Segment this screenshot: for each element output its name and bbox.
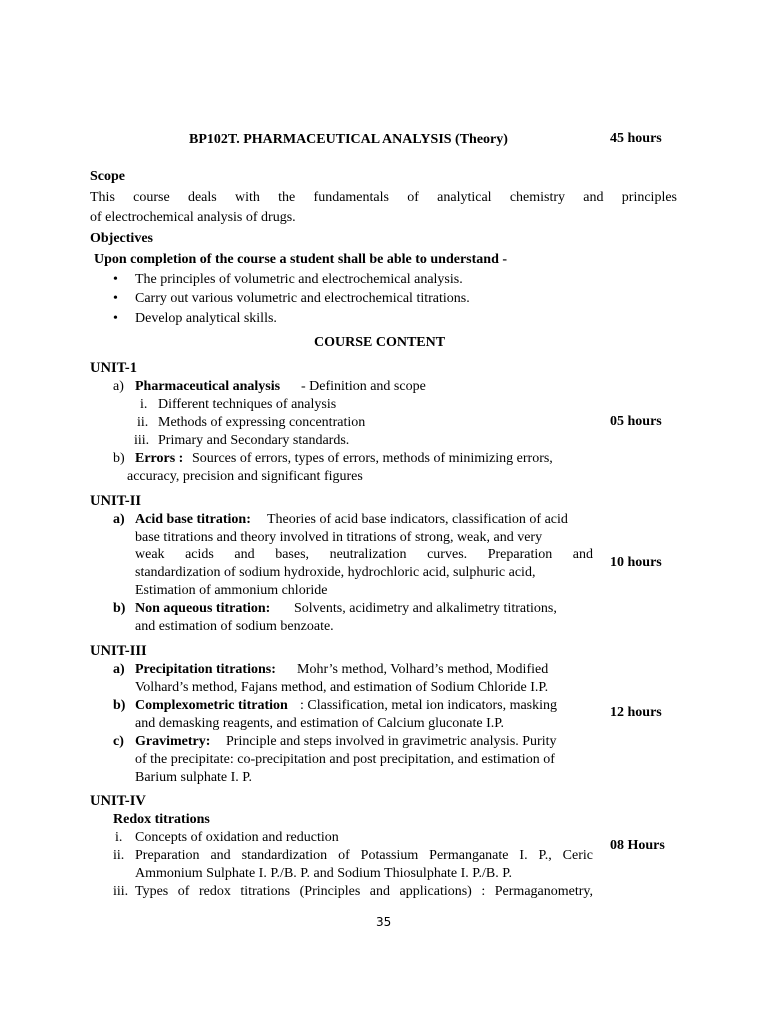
unit3-b-line2: and demasking reagents, and estimation of Calcium gluconate I.P. xyxy=(135,716,504,731)
unit1-b-bold: Errors : xyxy=(135,451,184,466)
total-hours: 45 hours xyxy=(610,131,662,146)
unit2-a-line4: standardization of sodium hydroxide, hydrochloric acid, sulphuric acid, xyxy=(135,565,536,580)
unit3-a-label: a) xyxy=(113,662,125,677)
unit4-iii-line1: Types of redox titrations (Principles and applications) : Permaganometry, xyxy=(135,884,593,899)
unit1-title: UNIT-1 xyxy=(90,360,138,376)
unit3-c-bold: Gravimetry: xyxy=(135,734,211,749)
unit4-ii-line2: Ammonium Sulphate I. P./B. P. and Sodium Thiosulphate I. P./B. P. xyxy=(135,866,513,881)
objectives-heading: Objectives xyxy=(90,231,153,246)
unit2-a-line3: weak acids and bases, neutralization curves. Preparation and xyxy=(135,547,593,562)
page-number: 35 xyxy=(376,915,392,929)
unit2-b-bold: Non aqueous titration: xyxy=(135,601,271,616)
scope-text-line2: of electrochemical analysis of drugs. xyxy=(90,210,296,225)
objective-bullet-3: • Develop analytical skills. xyxy=(135,310,277,328)
unit1-b-rest2: accuracy, precision and significant figures xyxy=(127,469,363,484)
unit4-hours: 08 Hours xyxy=(610,838,665,853)
unit4-i-text: Concepts of oxidation and reduction xyxy=(135,830,339,845)
unit2-a-label: a) xyxy=(113,512,125,527)
objective-bullet-1: • The principles of volumetric and electrochemical analysis. xyxy=(135,271,463,289)
unit1-sub-iii-text: Primary and Secondary standards. xyxy=(158,433,350,448)
unit1-hours: 05 hours xyxy=(610,414,662,429)
unit4-ii-num: ii. xyxy=(113,848,125,863)
unit2-a-line1: Theories of acid base indicators, classification of acid xyxy=(267,512,568,527)
unit2-b-label: b) xyxy=(113,601,126,616)
unit2-a-bold: Acid base titration: xyxy=(135,512,251,527)
unit3-a-line2: Volhard’s method, Fajans method, and estimation of Sodium Chloride I.P. xyxy=(135,680,549,695)
course-title: BP102T. PHARMACEUTICAL ANALYSIS (Theory) xyxy=(189,132,508,147)
unit3-b-line1: : Classification, metal ion indicators, masking xyxy=(300,698,558,713)
unit1-sub-i-num: i. xyxy=(140,397,148,412)
scope-heading: Scope xyxy=(90,169,125,184)
unit1-sub-i-text: Different techniques of analysis xyxy=(158,397,337,412)
unit3-title: UNIT-III xyxy=(90,643,147,659)
unit1-a-rest: - Definition and scope xyxy=(301,379,426,394)
unit3-c-line3: Barium sulphate I. P. xyxy=(135,770,253,785)
unit3-c-line1: Principle and steps involved in gravimetric analysis. Purity xyxy=(226,734,557,749)
unit2-a-line5: Estimation of ammonium chloride xyxy=(135,583,328,598)
unit1-a-label: a) xyxy=(113,379,124,394)
unit1-b-rest1: Sources of errors, types of errors, methods of minimizing errors, xyxy=(192,451,553,466)
objectives-lead: Upon completion of the course a student shall be able to understand - xyxy=(94,252,508,267)
unit2-title: UNIT-II xyxy=(90,493,142,509)
unit2-b-line2: and estimation of sodium benzoate. xyxy=(135,619,334,634)
unit4-i-num: i. xyxy=(115,830,123,845)
unit1-sub-iii-num: iii. xyxy=(134,433,150,448)
unit3-c-label: c) xyxy=(113,734,124,749)
unit4-sub-heading: Redox titrations xyxy=(113,812,210,827)
unit2-a-line2: base titrations and theory involved in titrations of strong, weak, and very xyxy=(135,530,543,545)
unit3-b-label: b) xyxy=(113,698,126,713)
unit3-c-line2: of the precipitate: co-precipitation and post precipitation, and estimation of xyxy=(135,752,555,767)
objective-bullet-2: • Carry out various volumetric and electrochemical titrations. xyxy=(135,290,470,308)
unit1-a-bold: Pharmaceutical analysis xyxy=(135,379,281,394)
unit3-b-bold: Complexometric titration xyxy=(135,698,288,713)
unit2-hours: 10 hours xyxy=(610,555,662,570)
unit1-sub-ii-text: Methods of expressing concentration xyxy=(158,415,366,430)
unit3-hours: 12 hours xyxy=(610,705,662,720)
unit2-b-line1: Solvents, acidimetry and alkalimetry titrations, xyxy=(294,601,557,616)
scope-text-line1: This course deals with the fundamentals of analytical chemistry and principles xyxy=(90,190,677,205)
unit4-ii-line1: Preparation and standardization of Potassium Permanganate I. P., Ceric xyxy=(135,848,593,863)
unit1-b-label: b) xyxy=(113,451,125,466)
unit4-title: UNIT-IV xyxy=(90,793,146,809)
unit3-a-bold: Precipitation titrations: xyxy=(135,662,276,677)
unit1-sub-ii-num: ii. xyxy=(137,415,149,430)
course-content-heading: COURSE CONTENT xyxy=(314,335,446,350)
unit3-a-line1: Mohr’s method, Volhard’s method, Modified xyxy=(297,662,549,677)
unit4-iii-num: iii. xyxy=(113,884,129,899)
